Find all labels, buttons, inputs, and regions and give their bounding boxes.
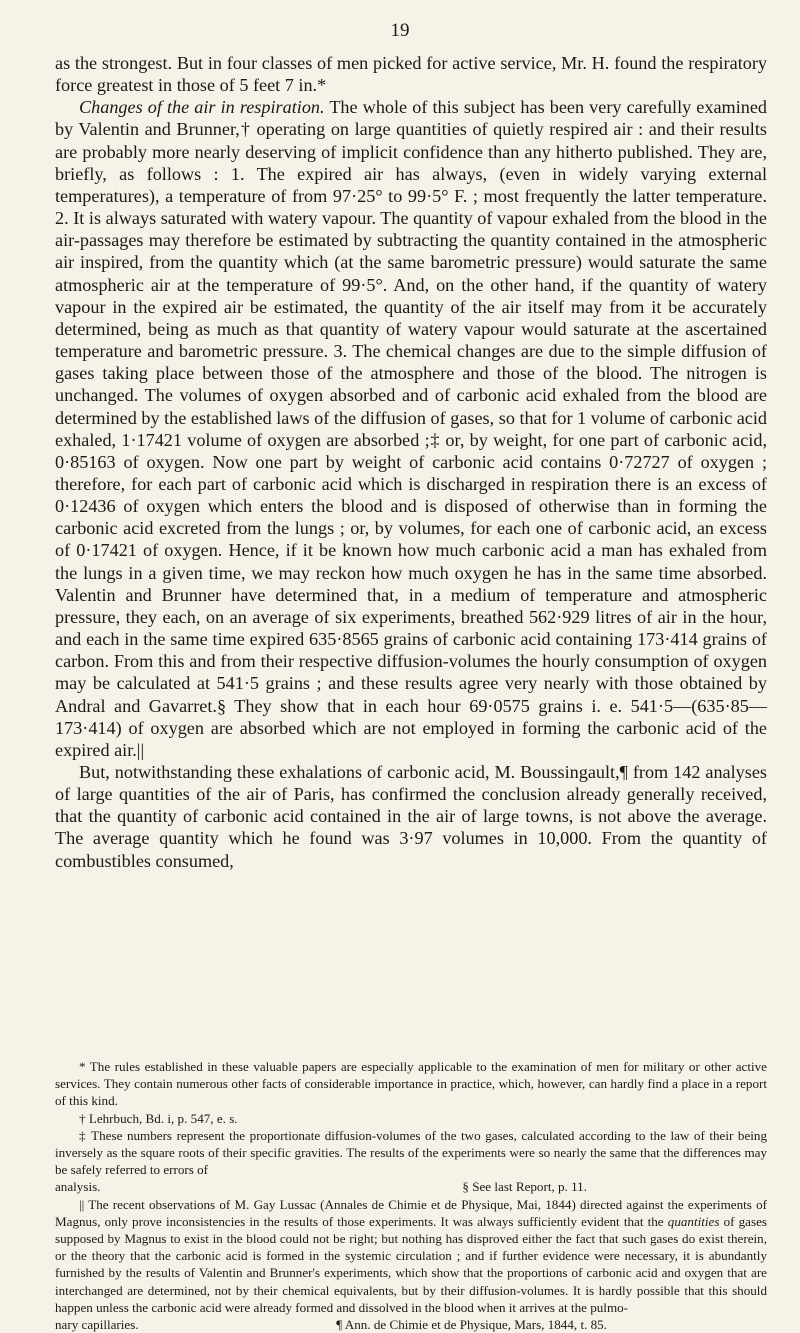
footnote-5-end-line <box>55 1316 767 1333</box>
footnote-5-part-b: of gases supposed by Magnus to exist in the blood could not be right; but nothing has disproved either the fact that such gases do exist therein, or the theory that the carbonic acid is formed in the systemic circulation ; and if further evidence were necessary, it is abundantly furnished by the results of Valentin and Brunner's experiments, which show that the proportions of carbonic acid and oxygen that are interchanged are determined, not by their chemical equivalents, but by their diffusion-volumes. It is hardly possible that this should happen unless the carbonic acid were already formed and dissolved in the blood when it arrives at the pulmo- <box>55 1213 767 1315</box>
footnote-5-part-a: || The recent observations of M. Gay Lussac (Annales de Chimie et de Physique, Mai, 1844) directed against the experiments of Magnus, only prove inconsistencies in the results of those experiments. It was always sufficiently evident that the <box>55 1196 767 1229</box>
body-text <box>55 52 767 872</box>
section-heading: Changes of the air in respiration. <box>79 97 325 118</box>
footnote-6: ¶ Ann. de Chimie et de Physique, Mars, 1844, t. 85. <box>336 1317 607 1333</box>
paragraph-2-text: The whole of this subject has been very carefully examined by Valentin and Brunner,† operating on large quantities of quietly respired air : and their results are probably more nearly deserving of implicit confidence than any hitherto published. They are, briefly, as follows : 1. The expired air has always, (even in widely varying external temperatures), a temperature of from 97·25° to 99·5° F. ; most frequently the latter temperature. 2. It is always saturated with watery vapour. The quantity of vapour exhaled from the blood in the air-passages may therefore be estimated by subtracting the quantity contained in the atmospheric air inspired, from the quantity which (at the same barometric pressure) would saturate the same atmospheric air at the temperature of 99·5°. And, on the other hand, if the quantity of watery vapour in the expired air be estimated, the quantity of the air itself may from it be accurately determined, being as much as that quantity of watery vapour would saturate at the ascertained temperature and barometric pressure. 3. The chemical changes are due to the simple diffusion of gases taking place between those of the atmosphere and those of the blood. The nitrogen is unchanged. The volumes of oxygen absorbed and of carbonic acid exhaled from the blood are determined by the established laws of the diffusion of gases, so that for 1 volume of carbonic acid exhaled, 1·17421 volume of oxygen are absorbed ;‡ or, by weight, for one part of carbonic acid, 0·85163 of oxygen. Now one part by weight of carbonic acid contains 0·72727 of oxygen ; therefore, for each part of carbonic acid which is discharged in respiration there is an excess of 0·12436 of oxygen which enters the blood and is disposed of otherwise than in forming the carbonic acid excreted from the lungs ; or, by volumes, for each one of carbonic acid, an excess of 0·17421 of oxygen. Hence, if it be known how much carbonic acid a man has exhaled from the lungs in a given time, we may reckon how much oxygen he has in the same time absorbed. Valentin and Brunner have determined that, in a medium of temperature and atmospheric pressure, they each, on an average of six experiments, breathed 562·929 litres of air in the hour, and each in the same time expired 635·8565 grains of carbonic acid containing 173·414 grains of carbon. From this and from their respective diffusion-volumes the hourly consumption of oxygen may be calculated at 541·5 grains ; and these results agree very nearly with those obtained by Andral and Gavarret.§ They show that in each hour 69·0575 grains i. e. 541·5—(635·85—173·414) of oxygen are absorbed which are not employed in forming the carbonic acid of the expired air.|| <box>55 97 768 760</box>
footnote-5-emphasis: quantities <box>667 1213 720 1229</box>
footnote-3-end-line <box>55 1178 767 1195</box>
paragraph-2 <box>55 96 767 761</box>
page-number: 19 <box>390 20 410 41</box>
footnote-5 <box>55 1196 767 1316</box>
footnote-4: § See last Report, p. 11. <box>462 1179 587 1195</box>
paragraph-1: as the strongest. But in four classes of men picked for active service, Mr. H. found the respiratory force greatest in those of 5 feet 7 in.* <box>55 53 767 96</box>
footnote-3: ‡ These numbers represent the proportionate diffusion-volumes of the two gases, calculated according to the law of their being inversely as the square roots of their specific gravities. The results of the experiments were so nearly the same that the differences may be safely referred to errors of <box>55 1127 767 1178</box>
footnotes <box>55 1058 767 1333</box>
footnote-2: † Lehrbuch, Bd. i, p. 547, e. s. <box>79 1110 238 1126</box>
footnote-5-end: nary capillaries. <box>55 1317 139 1333</box>
paragraph-3: But, notwithstanding these exhalations of carbonic acid, M. Boussingault,¶ from 142 analyses of large quantities of the air of Paris, has confirmed the conclusion already generally received, that the quantity of carbonic acid contained in the air of large towns, is not above the average. The average quantity which he found was 3·97 volumes in 10,000. From the quantity of combustibles consumed, <box>55 762 767 871</box>
footnote-3-end: analysis. <box>55 1179 101 1195</box>
footnote-1: * The rules established in these valuable papers are especially applicable to the examination of men for military or other active services. They contain numerous other facts of considerable importance in practice, which, however, can hardly find a place in a report of this kind. <box>55 1059 767 1109</box>
